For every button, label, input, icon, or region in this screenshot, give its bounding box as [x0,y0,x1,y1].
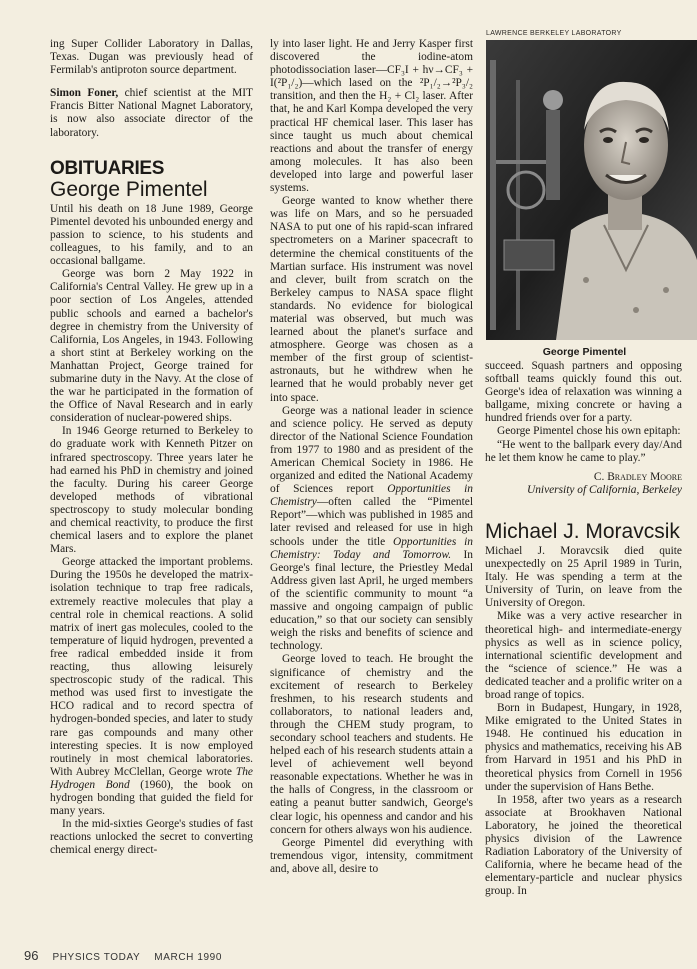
paragraph: Until his death on 18 June 1989, George Pimentel devoted his unbounded energy and passion to science, to his students and colleagues, to his family, and to an occasional ballgame. [50,202,253,268]
paragraph-text: —often called the “Pimentel Report”—which was published in 1985 and later revised and released for use in high schools under the title [270,496,473,548]
paragraph: ly into laser light. He and Jerry Kasper first discovered the iodine-atom photodissociation laser—CF₃I + hν→CF₃ + I(²P₁/₂)—which lased on the ²P₁/₂→²P₃/₂ transition, and then the H₂ + Cl₂ laser. After that, he and Karl Kompa developed the very practical HF chemical laser. This laser has since taught us much about chemical reactions and about the transfer of energy among molecules. It has also been developed into large and powerful laser systems. [270,38,473,195]
paragraph: In 1958, after two years as a research associate at Brookhaven National Laboratory, he joined the theoretical physics division of the Lawrence Radiation Laboratory of the University of California, where he became head of the elementary-particle and nuclear physics group. In [485,793,682,898]
paragraph-text: In George's final lecture, the Priestley Medal Address given last April, he urged members of the scientific community to mount “a massive and ongoing campaign of public education,” so that our society can sensibly weigh the risks and benefits of science and technology. [270,548,473,653]
author-signature: C. Bradley Moore [593,470,682,483]
paragraph-text: (1960), the book on hydrogen bonding that guided the field for many years. [50,778,253,818]
paragraph-dugan-continued: ing Super Collider Laboratory in Dallas, Texas. Dugan was previously head of Fermilab's antiproton source department. [50,38,253,77]
paragraph [270,405,473,654]
page-footer [24,948,222,963]
portrait-photo [486,40,697,340]
column-right [485,360,682,898]
epitaph-quote: “He went to the ballpark every day/And he let them know he came to play.” [485,438,682,464]
paragraph-foner [50,87,253,139]
photo-credit: LAWRENCE BERKELEY LABORATORY [486,30,622,37]
book-title: The Hydrogen Bond [50,765,253,791]
issue-date: MARCH 1990 [154,952,222,963]
report-title-hs: Opportunities in Chemistry: Today and Tomorrow. [270,535,473,561]
portrait-illustration [486,40,697,340]
paragraph-foner-text: chief scientist at the MIT Francis Bitter National Magnet Laboratory, is now also associate director of the laboratory. [50,87,253,139]
paragraph: George Pimentel chose his own epitaph: [497,425,681,438]
paragraph [50,556,253,818]
column-left [50,38,253,857]
section-title-obituaries: OBITUARIES [50,157,165,179]
person-name-foner: Simon Foner, [50,87,119,100]
paragraph: Born in Budapest, Hungary, in 1928, Mike emigrated to the United States in 1948. He continued his education in physics and mathematics, receiving his AB from Harvard in 1951 and his PhD in theoretical physics from Cornell in 1956 under the supervision of Hans Bethe. [485,702,682,793]
paragraph: George loved to teach. He brought the significance of chemistry and the excitement of research to Berkeley freshmen, to his research students and collaborators, to national leaders and, through the CHEM study program, to secondary school teachers and students. He helped each of his research students attain a level of achievement well beyond reasonable expectations. Whether he was in the halls of Congress, in the classroom or eating a peanut butter sandwich, George's clear logic, his openness and candor and his concern for others always won his audience. [270,653,473,836]
obituary-title-moravcsik: Michael J. Moravcsik [485,519,680,543]
report-title: Opportunities in Chemistry [270,483,473,509]
paragraph: In the mid-sixties George's studies of fast reactions unlocked the secret to converting chemical energy direct- [50,818,253,857]
paragraph-text: George was a national leader in science and science policy. He served as deputy director of the National Science Foundation from 1977 to 1980 and as president of the American Chemical Society in 1986. He organized and edited the National Academy of Sciences report [270,404,473,496]
page-number: 96 [24,948,39,963]
column-middle [270,38,473,876]
photo-caption: George Pimentel [542,346,627,358]
paragraph: succeed. Squash partners and opposing softball teams quickly found this out. George's idea of relaxation was winning a ballgame, mixing concrete or having a hundred friends over for a party. [485,360,682,425]
paragraph: George Pimentel did everything with tremendous vigor, intensity, commitment and, above all, desire to [270,836,473,875]
author-affiliation: University of California, Berkeley [526,483,682,496]
obituary-title-pimentel: George Pimentel [50,177,208,201]
paragraph: In 1946 George returned to Berkeley to do graduate work with Kenneth Pitzer on infrared spectroscopy. Three years later he had earned his PhD in chemistry and joined the faculty. During his career George developed methods of vibrational spectroscopy to study molecular bonding and chemical reactivity, to produce the first chemical lasers and to explore the planet Mars. [50,425,253,556]
paragraph: Michael J. Moravcsik died quite unexpectedly on 25 April 1989 in Turin, Italy. He was spending a term at the University of Turin, on leave from the University of Oregon. [485,544,682,610]
paragraph-text: George attacked the important problems. During the 1950s he developed the matrix-isolation technique to trap free radicals, extremely reactive molecules that play a central role in chemical reactions. A solid matrix of inert gas molecules, cooled to the temperature of liquid hydrogen, prevented a free radical embedded inside it from reacting, thus allowing leisurely spectroscopic study of the radical. This method was used first to investigate the HCO radical and to record spectra of hydrogen-bonded species, and later to study rare gas compounds and many other interesting species. It is now employed routinely in most chemical laboratories. With Aubrey McClellan, George wrote [50,556,253,778]
magazine-name: PHYSICS TODAY [52,952,141,963]
paragraph: Mike was a very active researcher in theoretical high- and intermediate-energy physics as well as in science policy, international scientific development and the “science of science.” He was a dedicated teacher and a prolific writer on a broad range of topics. [485,610,682,701]
paragraph: George was born 2 May 1922 in California's Central Valley. He grew up in a poor section of Los Angeles, attended public schools and earned a bachelor's degree in chemistry from the University of California, Los Angeles, in 1943. Following a short stint at Berkeley working on the Manhattan Project, George trained for submarine duty in the Navy. At the close of the war he participated in the formation of the Office of Naval Research and in early consideration of nuclear-powered ships. [50,268,253,425]
paragraph: George wanted to know whether there was life on Mars, and so he persuaded NASA to put one of his rapid-scan infrared spectrometers on a Mariner spacecraft to determine the chemical constituents of the Martian surface. His instrument was novel and clever, built from scratch on the Berkeley campus to NASA space flight standards. No evidence for biological material was observed, but much was learned about the planet's surface and atmosphere. George was chosen as a member of the first group of scientist-astronauts, but he withdrew when he learned that he would probably never get into space. [270,195,473,404]
